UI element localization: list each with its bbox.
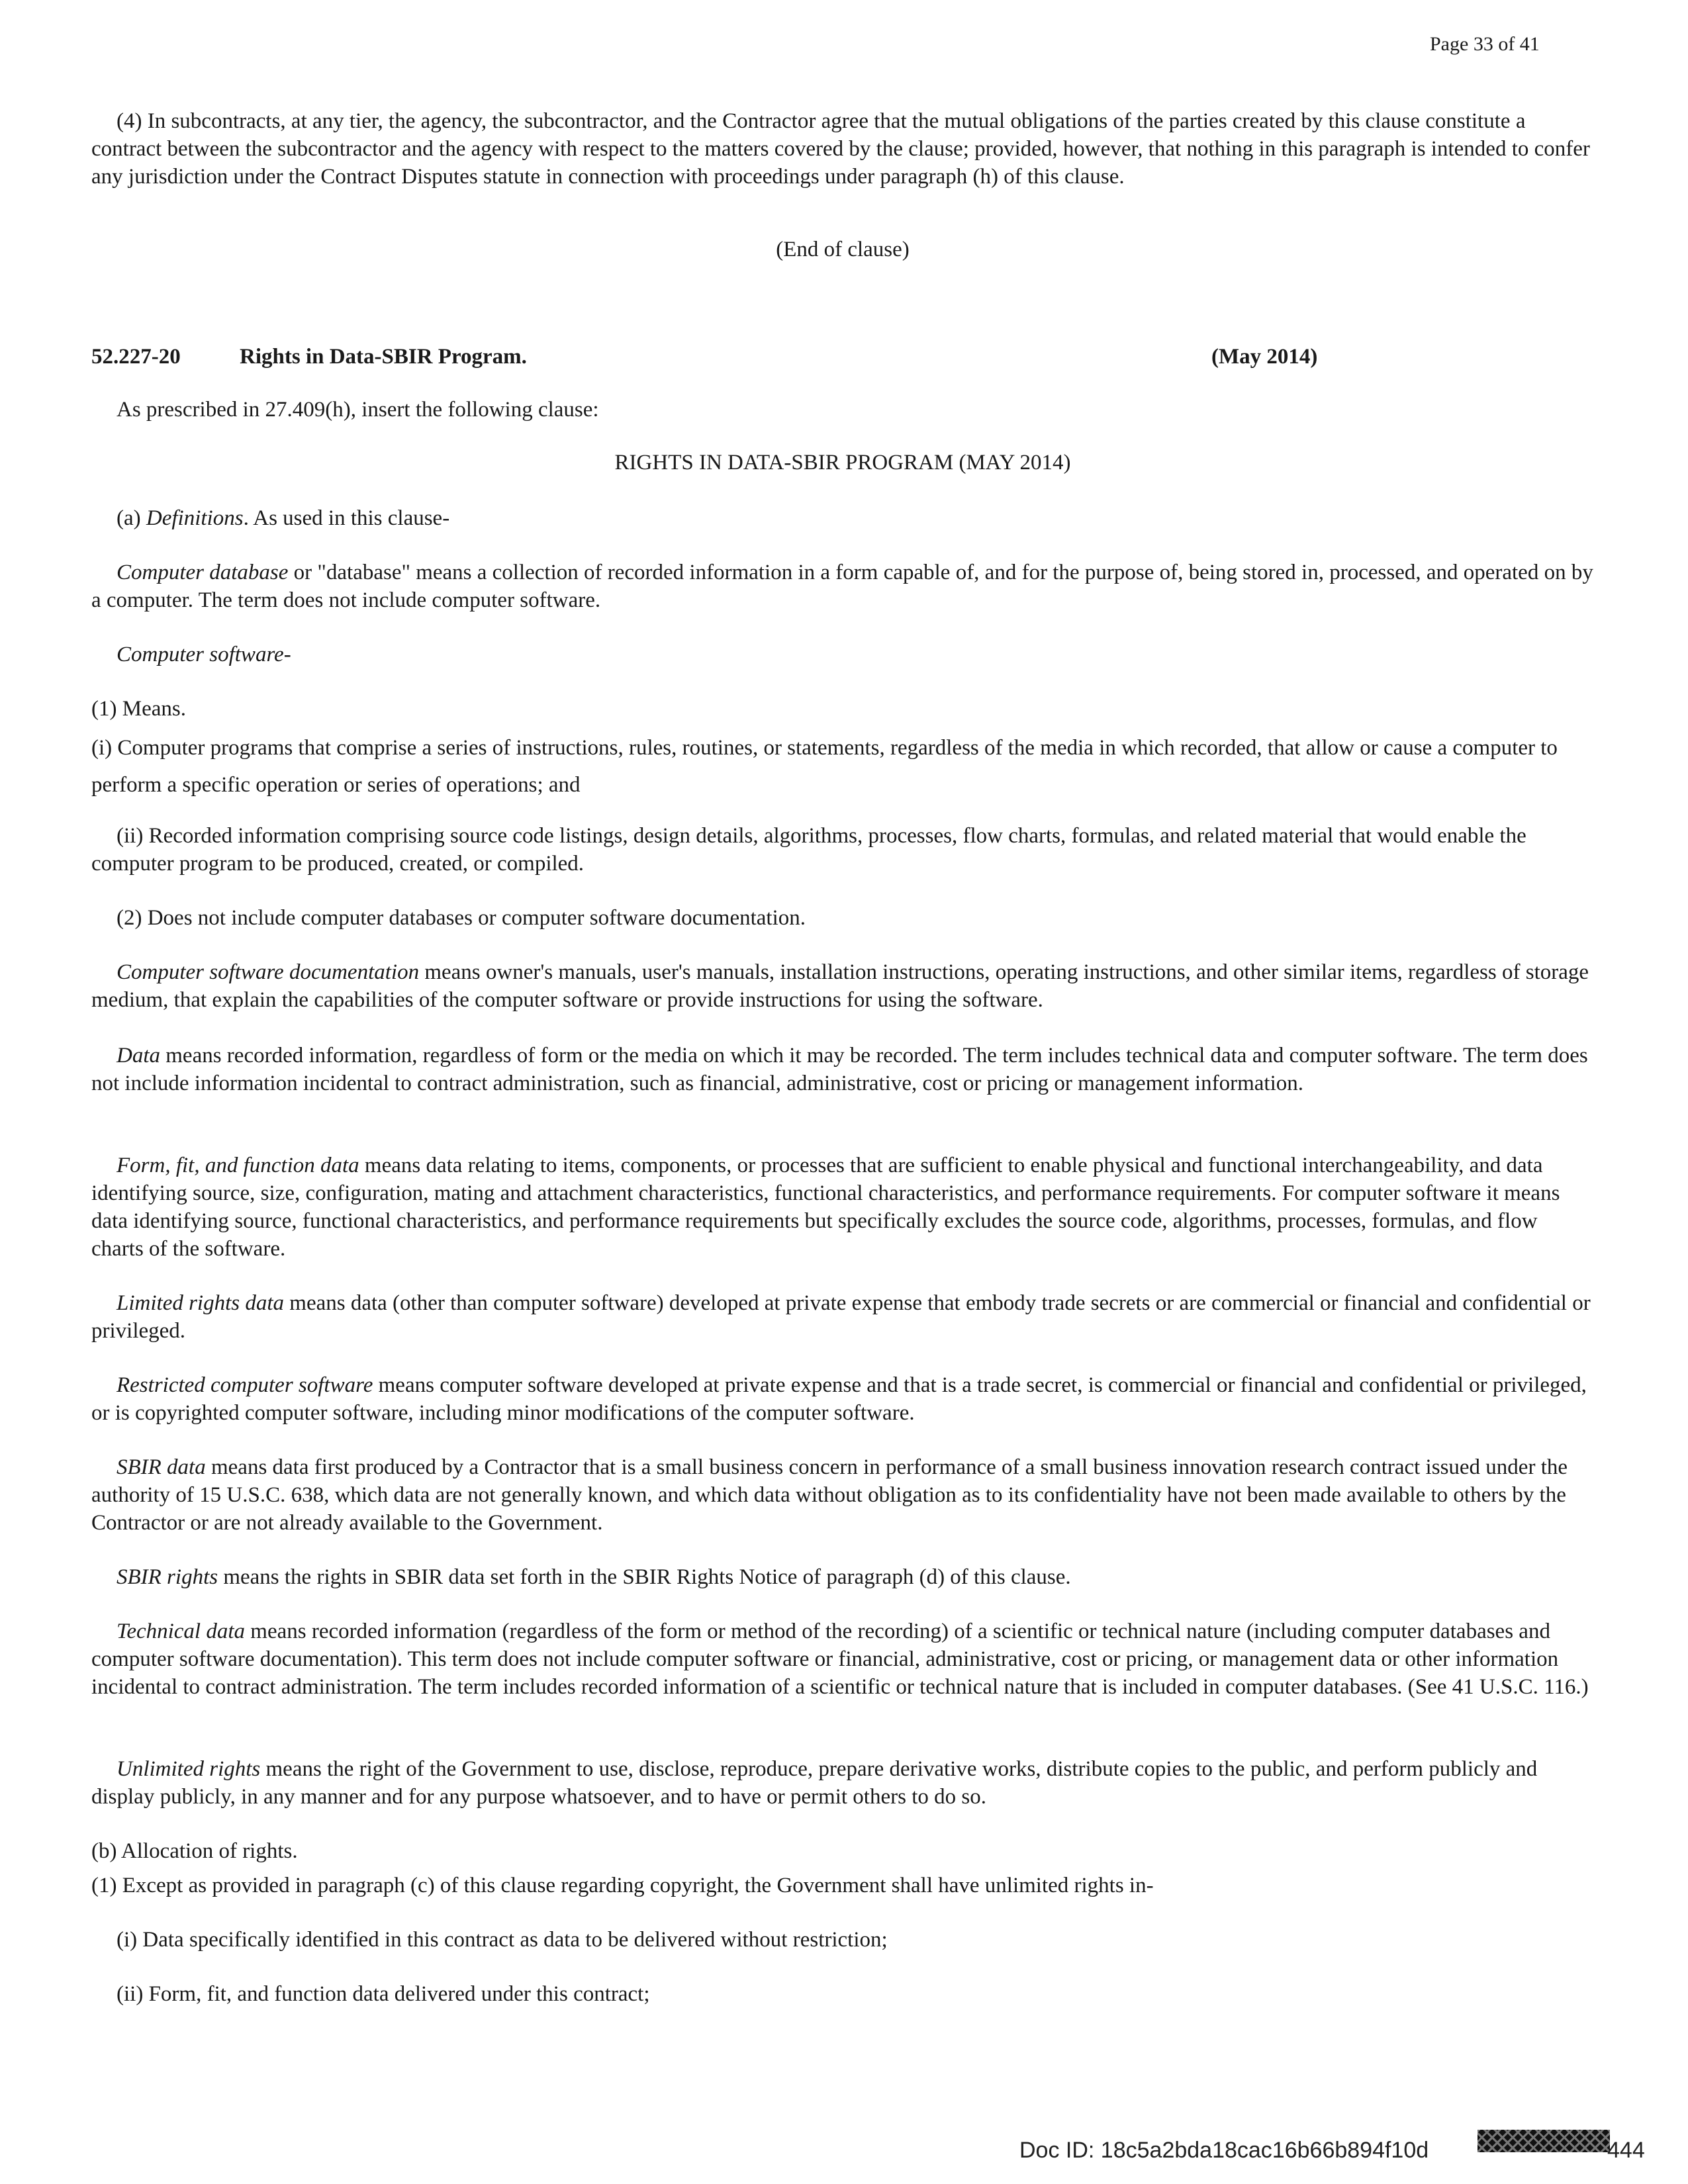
definition-computer-software: Computer software- bbox=[117, 643, 291, 666]
clause-date: (May 2014) bbox=[1211, 345, 1318, 369]
doc-id: Doc ID: 18c5a2bda18cac16b66b894f10d bbox=[1019, 2138, 1429, 2163]
end-of-clause: (End of clause) bbox=[776, 238, 910, 261]
definition-data: Data means recorded information, regardless of form or the media on which it may be recorded. The term includes technical data and computer software. The term does not include information incidental to contract administration, such as financial, administrative, cost or pricing or management information. bbox=[91, 1044, 1588, 1095]
redaction-mark bbox=[1477, 2130, 1610, 2152]
software-means-2: (2) Does not include computer databases or computer software documentation. bbox=[117, 906, 806, 930]
prescribed-text: As prescribed in 27.409(h), insert the following clause: bbox=[117, 398, 599, 422]
allocation-item-1-ii: (ii) Form, fit, and function data delivered under this contract; bbox=[117, 1982, 650, 2006]
definition-software-documentation: Computer software documentation means owner's manuals, user's manuals, installation instructions, operating instructions, and other similar items, regardless of storage medium, that explain the capabilities of the computer software or provide instructions for using the software. bbox=[91, 960, 1589, 1012]
definition-restricted-software: Restricted computer software means computer software developed at private expense and that is a trade secret, is commercial or financial and confidential or privileged, or is copyrighted computer software, including minor modifications of the computer software. bbox=[91, 1373, 1587, 1425]
definition-form-fit-function: Form, fit, and function data means data relating to items, components, or processes that are sufficient to enable physical and functional interchangeability, and data identifying source, size, configuration, mating and attachment characteristics, functional characteristics, and performance requirements. For computer software it means data identifying source, functional characteristics, and performance requirements but specifically excludes the source code, algorithms, processes, formulas, and flow charts of the software. bbox=[91, 1154, 1560, 1261]
doc-id-suffix: 444 bbox=[1607, 2138, 1645, 2163]
definitions-intro: (a) Definitions. As used in this clause- bbox=[117, 506, 450, 530]
definition-sbir-data: SBIR data means data first produced by a Contractor that is a small business concern in performance of a small business innovation research contract issued under the authority of 15 U.S.C. 638, which data are not generally known, and which data without obligation as to its confidentiality have not been made available to others by the Contractor or are not already available to the Government. bbox=[91, 1455, 1568, 1535]
clause-heading: Rights in Data-SBIR Program. bbox=[240, 345, 527, 369]
clause-title: RIGHTS IN DATA-SBIR PROGRAM (MAY 2014) bbox=[614, 451, 1071, 475]
allocation-item-1: (1) Except as provided in paragraph (c) of this clause regarding copyright, the Government shall have unlimited rights in- bbox=[91, 1874, 1154, 1897]
software-means-1: (1) Means. bbox=[91, 697, 186, 721]
software-means-ii: (ii) Recorded information comprising source code listings, design details, algorithms, processes, flow charts, formulas, and related material that would enable the computer program to be produced, created, or compiled. bbox=[91, 824, 1526, 876]
page-number: Page 33 of 41 bbox=[1430, 33, 1540, 55]
clause-number: 52.227-20 bbox=[91, 345, 181, 369]
allocation-item-1-i: (i) Data specifically identified in this contract as data to be delivered without restriction; bbox=[117, 1928, 888, 1952]
subcontracts-paragraph: (4) In subcontracts, at any tier, the agency, the subcontractor, and the Contractor agree that the mutual obligations of the parties created by this clause constitute a contract between the subcontractor and the agency with respect to the matters covered by the clause; provided, however, that nothing in this paragraph is intended to confer any jurisdiction under the Contract Disputes statute in connection with proceedings under paragraph (h) of this clause. bbox=[91, 109, 1590, 189]
allocation-heading: (b) Allocation of rights. bbox=[91, 1839, 298, 1863]
definition-computer-database: Computer database or "database" means a collection of recorded information in a form capable of, and for the purpose of, being stored in, processed, and operated on by a computer. The term does not include computer software. bbox=[91, 561, 1593, 612]
software-means-i: (i) Computer programs that comprise a series of instructions, rules, routines, or statements, regardless of the media in which recorded, that allow or cause a computer to perform a specific operation or series of operations; and bbox=[91, 736, 1558, 797]
definition-sbir-rights: SBIR rights means the rights in SBIR data set forth in the SBIR Rights Notice of paragraph (d) of this clause. bbox=[117, 1565, 1071, 1589]
definition-unlimited-rights: Unlimited rights means the right of the Government to use, disclose, reproduce, prepare derivative works, distribute copies to the public, and perform publicly and display publicly, in any manner and for any purpose whatsoever, and to have or permit others to do so. bbox=[91, 1757, 1538, 1809]
definition-technical-data: Technical data means recorded information (regardless of the form or method of the recording) of a scientific or technical nature (including computer databases and computer software documentation). This term does not include computer software or financial, administrative, cost or pricing, or management data or other information incidental to contract administration. The term includes recorded information of a scientific or technical nature that is included in computer databases. (See 41 U.S.C. 116.) bbox=[91, 1619, 1589, 1699]
definition-limited-rights: Limited rights data means data (other than computer software) developed at private expense that embody trade secrets or are commercial or financial and confidential or privileged. bbox=[91, 1291, 1591, 1343]
